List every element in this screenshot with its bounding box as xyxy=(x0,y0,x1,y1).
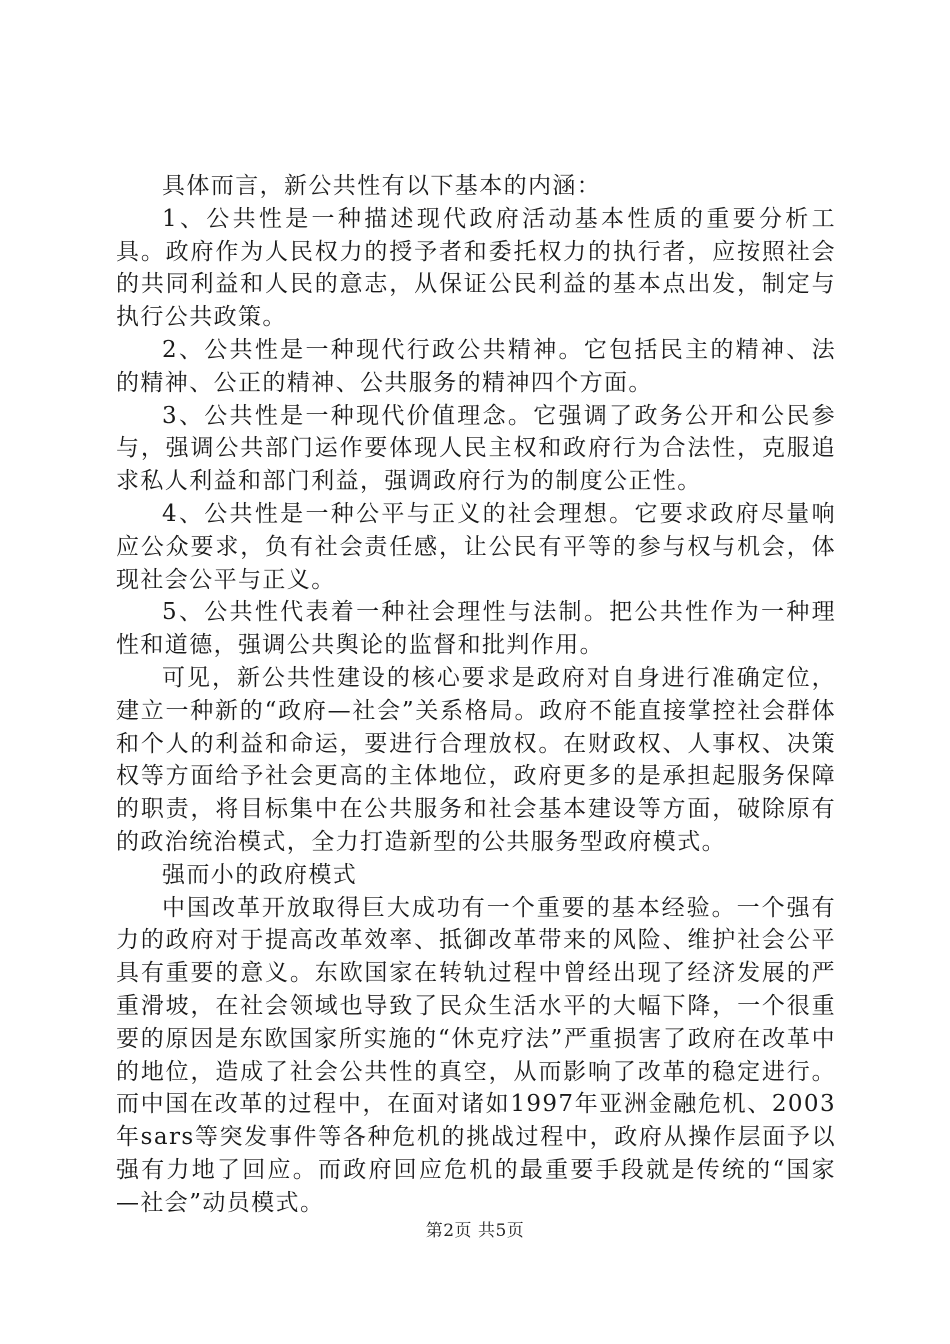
section-heading: 强而小的政府模式 xyxy=(162,861,358,888)
paragraph-section-body: 中国改革开放取得巨大成功有一个重要的基本经验。一个强有力的政府对于提高改革效率、抵御改革带来的风险、维护社会公平具有重要的意义。东欧国家在转轨过程中曾经出现了经济发展的严重滑坡，在社会领域也导致了民众生活水平的大幅下降，一个很重要的原因是东欧国家所实施的“休克疗法”严重损害了政府在改革中的地位，造成了社会公共性的真空，从而影响了改革的稳定进行。而中国在改革的过程中，在面对诸如1997年亚洲金融危机、2003年sars等突发事件等各种危机的挑战过程中，政府从操作层面予以强有力地了回应。而政府回应危机的最重要手段就是传统的“国家—社会”动员模式。 xyxy=(116,894,836,1216)
page-number-footer: 第2页 共5页 xyxy=(425,1221,525,1241)
paragraph-conclusion: 可见，新公共性建设的核心要求是政府对自身进行准确定位，建立一种新的“政府—社会”关系格局。政府不能直接掌控社会群体和个人的利益和命运，要进行合理放权。在财政权、人事权、决策权等方面给予社会更高的主体地位，政府更多的是承担起服务保障的职责，将目标集中在公共服务和社会基本建设等方面，破除原有的政治统治模式，全力打造新型的公共服务型政府模式。 xyxy=(116,664,836,855)
paragraph-point-5: 5、公共性代表着一种社会理性与法制。把公共性作为一种理性和道德，强调公共舆论的监督和批判作用。 xyxy=(116,599,836,659)
paragraph-point-3: 3、公共性是一种现代价值理念。它强调了政务公开和公民参与，强调公共部门运作要体现人民主权和政府行为合法性，克服追求私人利益和部门利益，强调政府行为的制度公正性。 xyxy=(116,402,836,495)
paragraph-intro: 具体而言，新公共性有以下基本的内涵： xyxy=(162,173,602,199)
paragraph-point-2: 2、公共性是一种现代行政公共精神。它包括民主的精神、法的精神、公正的精神、公共服务的精神四个方面。 xyxy=(116,336,836,396)
document-body xyxy=(116,170,836,1220)
paragraph-point-4: 4、公共性是一种公平与正义的社会理想。它要求政府尽量响应公众要求，负有社会责任感，让公民有平等的参与权与机会，体现社会公平与正义。 xyxy=(116,500,836,593)
paragraph-point-1: 1、公共性是一种描述现代政府活动基本性质的重要分析工具。政府作为人民权力的授予者和委托权力的执行者，应按照社会的共同利益和人民的意志，从保证公民利益的基本点出发，制定与执行公共政策。 xyxy=(116,205,836,331)
